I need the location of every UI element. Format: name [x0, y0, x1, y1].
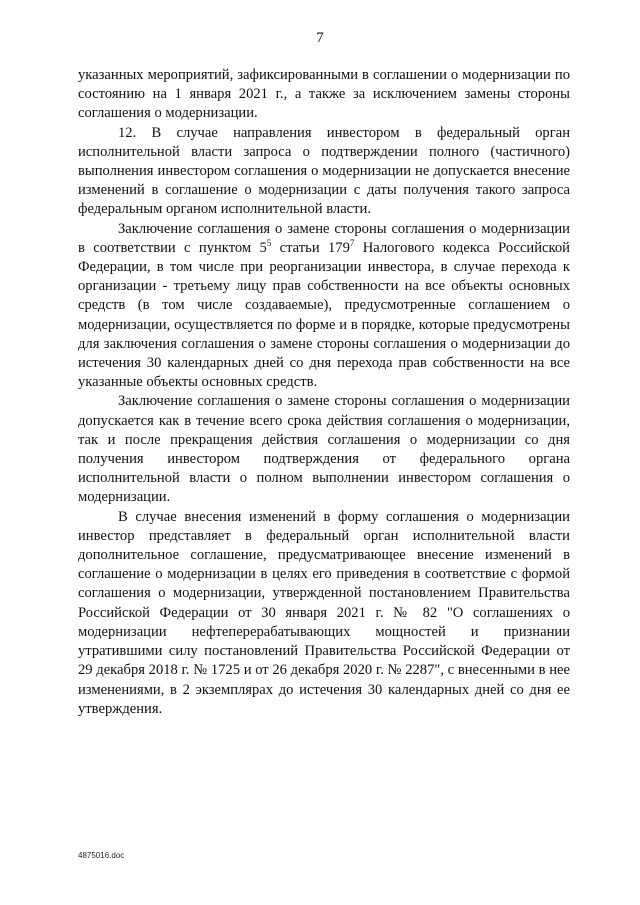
paragraph-replacement-conclusion [78, 220, 570, 393]
paragraph-form-changes: В случае внесения изменений в форму соглашения о модернизации инвестор представляет в федеральный орган исполнительной власти дополнительное соглашение, предусматривающее внесение изменений в соглашение о модернизации в целях его приведения в соответствие с формой соглашения о модернизации, утвержденной постановлением Правительства Российской Федерации от 30 января 2021 г. № 82 "О соглашениях о модернизации нефтеперерабатывающих мощностей и признании утратившими силу постановлений Правительства Российской Федерации от 29 декабря 2018 г. № 1725 и от 26 декабря 2020 г. № 2287", с внесенными в нее изменениями, в 2 экземплярах до истечения 30 календарных дней со дня ее утверждения. [78, 508, 570, 717]
paragraph-item-12: 12. В случае направления инвестором в федеральный орган исполнительной власти запроса о подтверждении полного (частичного) выполнения инвестором соглашения о модернизации не допускается внесение изменений в соглашение о модернизации с даты получения такого запроса федеральным органом исполнительной власти. [78, 124, 570, 218]
footer-filename: 4875016.doc [78, 851, 125, 860]
document-body [78, 66, 570, 719]
superscript-index: 7 [349, 237, 355, 248]
paragraph-replacement-period: Заключение соглашения о замене стороны соглашения о модернизации допускается как в течение всего срока действия соглашения о модернизации, так и после прекращения действия соглашения о модернизации со дня получения инвестором подтверждения от федерального органа исполнительной власти о полном выполнении инвестором соглашения о модернизации. [78, 393, 570, 506]
superscript-index: 5 [266, 237, 272, 248]
paragraph-text-part: Налогового кодекса Российской Федерации, в том числе при реорганизации инвестора, в случае перехода к организации - третьему лицу прав собственности на все объекты основных средств (в том числе создаваемые), предусмотренные соглашением о модернизации, осуществляется по форме и в порядке, которые предусмотрены для заключения соглашения о замене стороны соглашения о модернизации до истечения 30 календарных дней со дня перехода прав собственности на все указанные объекты основных средств. [78, 239, 570, 391]
paragraph-text-part: Заключение соглашения о замене стороны соглашения о модернизации в соответствии с пунктом 5 [78, 220, 570, 256]
page-number: 7 [316, 30, 324, 46]
paragraph-text-part: статьи 179 [271, 239, 350, 256]
paragraph-continuation: указанных мероприятий, зафиксированными в соглашении о модернизации по состоянию на 1 января 2021 г., а также за исключением замены стороны соглашения о модернизации. [78, 67, 570, 122]
